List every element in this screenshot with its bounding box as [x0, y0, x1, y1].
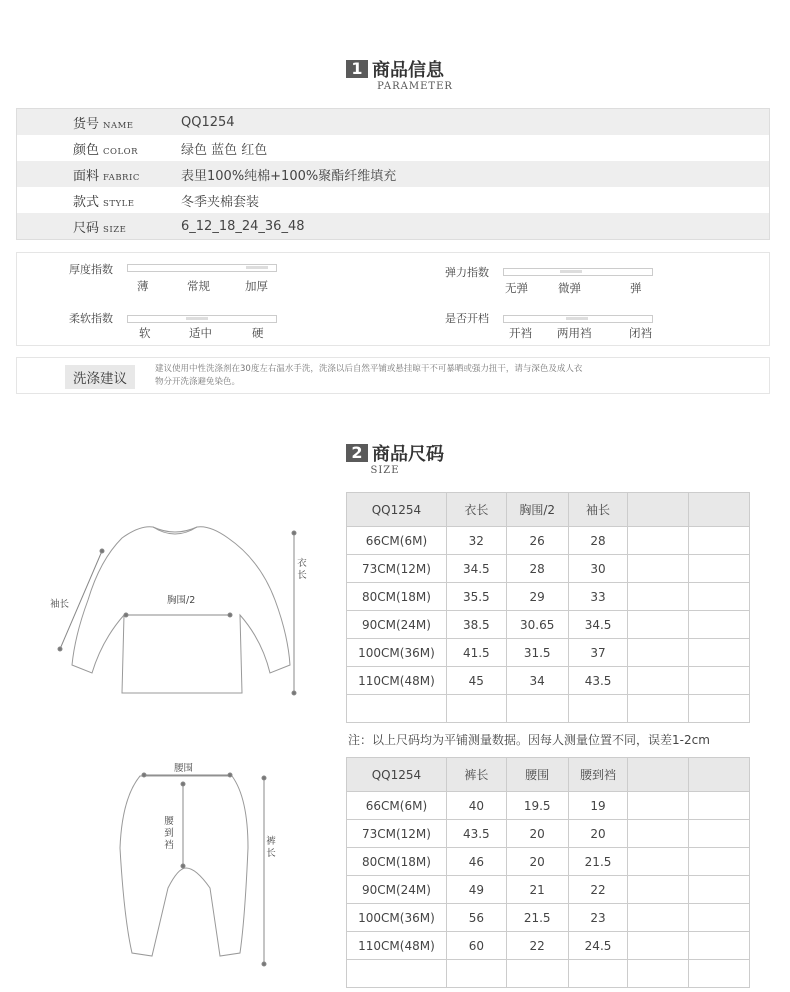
softness-index-marker: [186, 317, 208, 320]
elasticity-option: 弹: [630, 281, 642, 295]
table-row: [347, 695, 750, 723]
table-row: [347, 639, 750, 667]
table-cell: 21.5: [568, 848, 628, 876]
wash-advice-line: 建议使用中性洗涤剂在30度左右温水手洗，洗涤以后自然平铺或悬挂晾干不可暴晒或强力扭干，请与深色及成人衣: [155, 364, 583, 374]
table-cell: 31.5: [506, 639, 568, 667]
table-cell: 30: [568, 555, 628, 583]
elasticity-option: 微弹: [558, 281, 581, 295]
param-row: [17, 187, 769, 213]
section-title: [346, 56, 444, 82]
table-cell: [568, 695, 628, 723]
table-cell: 37: [568, 639, 628, 667]
rise-label: 腰到裆: [164, 816, 174, 851]
table-row: [347, 820, 750, 848]
pants-size-table: [346, 757, 750, 988]
param-label: 货号 NAME: [73, 116, 134, 132]
table-cell: [689, 960, 750, 988]
crotch-option: 两用裆: [557, 326, 592, 340]
table-cell: [628, 848, 689, 876]
table-header-cell: QQ1254: [347, 493, 447, 527]
table-cell: 30.65: [506, 611, 568, 639]
param-value: 冬季夹棉套装: [181, 194, 260, 210]
table-cell: 22: [568, 876, 628, 904]
section-title-text: 商品信息: [372, 60, 444, 81]
wash-advice-line: 物分开洗涤避免染色。: [155, 377, 241, 387]
table-cell: [347, 695, 447, 723]
table-cell: 20: [506, 820, 568, 848]
table-cell: 43.5: [568, 667, 628, 695]
table-cell: 110CM(48M): [347, 932, 447, 960]
section-title: [346, 440, 444, 466]
table-row: [347, 792, 750, 820]
crotch-option: 闭裆: [629, 326, 652, 340]
param-row: [17, 135, 769, 161]
table-row: [347, 611, 750, 639]
section-header-parameter: [0, 56, 790, 92]
crotch-type-label: 是否开档: [445, 312, 489, 325]
table-cell: 41.5: [446, 639, 506, 667]
table-cell: 21.5: [506, 904, 568, 932]
table-header-cell: [689, 493, 750, 527]
table-cell: 35.5: [446, 583, 506, 611]
table-header-cell: 腰围: [506, 758, 568, 792]
table-cell: 66CM(6M): [347, 792, 447, 820]
table-cell: 100CM(36M): [347, 639, 447, 667]
table-cell: [628, 876, 689, 904]
table-cell: [689, 876, 750, 904]
table-cell: 80CM(18M): [347, 583, 447, 611]
softness-option: 硬: [252, 326, 264, 340]
softness-index-bar: [127, 315, 277, 323]
pants-measurement-diagram: [100, 768, 290, 973]
thickness-option: 加厚: [245, 279, 268, 293]
table-row: [347, 555, 750, 583]
table-cell: 32: [446, 527, 506, 555]
table-cell: [628, 792, 689, 820]
table-cell: [689, 527, 750, 555]
table-cell: 20: [506, 848, 568, 876]
section-subtitle: PARAMETER: [377, 81, 453, 92]
table-cell: 34: [506, 667, 568, 695]
table-cell: [568, 960, 628, 988]
elasticity-index-bar: [503, 268, 653, 276]
table-cell: [628, 904, 689, 932]
parameter-table: [16, 108, 770, 240]
thickness-index-label: 厚度指数: [69, 263, 113, 276]
table-row: [347, 876, 750, 904]
table-cell: [506, 695, 568, 723]
table-cell: [689, 848, 750, 876]
table-cell: 19: [568, 792, 628, 820]
param-row: [17, 161, 769, 187]
table-row: [347, 848, 750, 876]
table-header-cell: 衣长: [446, 493, 506, 527]
table-cell: 110CM(48M): [347, 667, 447, 695]
table-header-cell: QQ1254: [347, 758, 447, 792]
section-number: 2: [346, 444, 368, 462]
table-cell: 46: [446, 848, 506, 876]
table-cell: [506, 960, 568, 988]
table-cell: [446, 695, 506, 723]
elasticity-index-label: 弹力指数: [445, 266, 489, 279]
section-subtitle: SIZE: [370, 465, 400, 476]
param-label: 面料 FABRIC: [73, 168, 140, 184]
param-row: [17, 213, 769, 239]
elasticity-option: 无弹: [505, 281, 528, 295]
table-header-cell: 袖长: [568, 493, 628, 527]
softness-option: 软: [139, 326, 151, 340]
table-cell: [628, 583, 689, 611]
table-cell: 23: [568, 904, 628, 932]
measurement-note: 注：以上尺码均为平铺测量数据。因每人测量位置不同，误差1-2cm: [348, 733, 710, 747]
wash-advice-label: 洗涤建议: [65, 365, 135, 389]
table-cell: 100CM(36M): [347, 904, 447, 932]
table-cell: 34.5: [446, 555, 506, 583]
wash-advice-panel: [16, 357, 770, 394]
param-label: 款式 STYLE: [73, 194, 135, 210]
fabric-index-panel: [16, 252, 770, 346]
table-cell: [628, 932, 689, 960]
table-cell: 20: [568, 820, 628, 848]
table-cell: 34.5: [568, 611, 628, 639]
top-size-table: [346, 492, 750, 723]
table-cell: [628, 960, 689, 988]
crotch-type-marker: [566, 317, 588, 320]
table-cell: [628, 555, 689, 583]
waist-label: 腰围: [174, 763, 194, 774]
wash-advice-text: [155, 363, 675, 389]
table-cell: [628, 527, 689, 555]
table-header-cell: [628, 493, 689, 527]
table-cell: [347, 960, 447, 988]
param-label: 颜色 COLOR: [73, 142, 139, 158]
table-cell: 28: [568, 527, 628, 555]
table-cell: [446, 960, 506, 988]
softness-option: 适中: [189, 326, 212, 340]
table-cell: 38.5: [446, 611, 506, 639]
top-measurement-diagram: [40, 515, 320, 705]
param-value: 绿色 蓝色 红色: [181, 142, 268, 158]
table-cell: 56: [446, 904, 506, 932]
crotch-option: 开裆: [509, 326, 532, 340]
param-label: 尺码 SIZE: [73, 220, 127, 236]
table-cell: [628, 695, 689, 723]
table-cell: 19.5: [506, 792, 568, 820]
table-cell: 43.5: [446, 820, 506, 848]
elasticity-index-marker: [560, 270, 582, 273]
table-cell: 66CM(6M): [347, 527, 447, 555]
pants-length-label: 裤长: [266, 836, 276, 859]
table-header-cell: 裤长: [446, 758, 506, 792]
table-row: [347, 932, 750, 960]
table-header-row: [347, 758, 750, 792]
table-header-cell: [689, 758, 750, 792]
table-header-cell: 胸围/2: [506, 493, 568, 527]
table-cell: 24.5: [568, 932, 628, 960]
table-cell: [689, 695, 750, 723]
garment-length-label: 衣长: [297, 558, 307, 581]
table-cell: 33: [568, 583, 628, 611]
thickness-index-marker: [246, 266, 268, 269]
table-cell: 90CM(24M): [347, 611, 447, 639]
sleeve-length-label: 袖长: [50, 599, 70, 610]
table-cell: 40: [446, 792, 506, 820]
param-value: 表里100%纯棉+100%聚酯纤维填充: [181, 168, 397, 184]
table-cell: 73CM(12M): [347, 555, 447, 583]
chest-width-label: 胸围/2: [167, 595, 196, 606]
section-number: 1: [346, 60, 368, 78]
table-cell: 73CM(12M): [347, 820, 447, 848]
table-header-cell: 腰到裆: [568, 758, 628, 792]
table-cell: 49: [446, 876, 506, 904]
table-cell: [689, 792, 750, 820]
table-row: [347, 667, 750, 695]
table-cell: [689, 639, 750, 667]
param-value: QQ1254: [181, 114, 235, 130]
table-cell: 22: [506, 932, 568, 960]
thickness-option: 薄: [137, 279, 149, 293]
table-cell: 90CM(24M): [347, 876, 447, 904]
table-row: [347, 960, 750, 988]
thickness-index-bar: [127, 264, 277, 272]
table-cell: 45: [446, 667, 506, 695]
table-cell: [628, 611, 689, 639]
table-row: [347, 527, 750, 555]
table-cell: 29: [506, 583, 568, 611]
table-row: [347, 583, 750, 611]
table-cell: [628, 820, 689, 848]
section-header-size: [0, 440, 790, 476]
thickness-option: 常规: [187, 279, 210, 293]
table-cell: 28: [506, 555, 568, 583]
table-cell: 60: [446, 932, 506, 960]
table-cell: [689, 583, 750, 611]
table-cell: [689, 611, 750, 639]
table-cell: [628, 639, 689, 667]
table-cell: [689, 667, 750, 695]
table-cell: 21: [506, 876, 568, 904]
table-cell: 26: [506, 527, 568, 555]
crotch-type-bar: [503, 315, 653, 323]
table-cell: [689, 932, 750, 960]
param-row: [17, 109, 769, 135]
table-cell: [689, 820, 750, 848]
table-header-cell: [628, 758, 689, 792]
table-cell: 80CM(18M): [347, 848, 447, 876]
table-cell: [689, 904, 750, 932]
table-cell: [628, 667, 689, 695]
table-row: [347, 904, 750, 932]
table-cell: [689, 555, 750, 583]
softness-index-label: 柔软指数: [69, 312, 113, 325]
table-header-row: [347, 493, 750, 527]
param-value: 6_12_18_24_36_48: [181, 218, 305, 234]
section-title-text: 商品尺码: [372, 444, 444, 465]
